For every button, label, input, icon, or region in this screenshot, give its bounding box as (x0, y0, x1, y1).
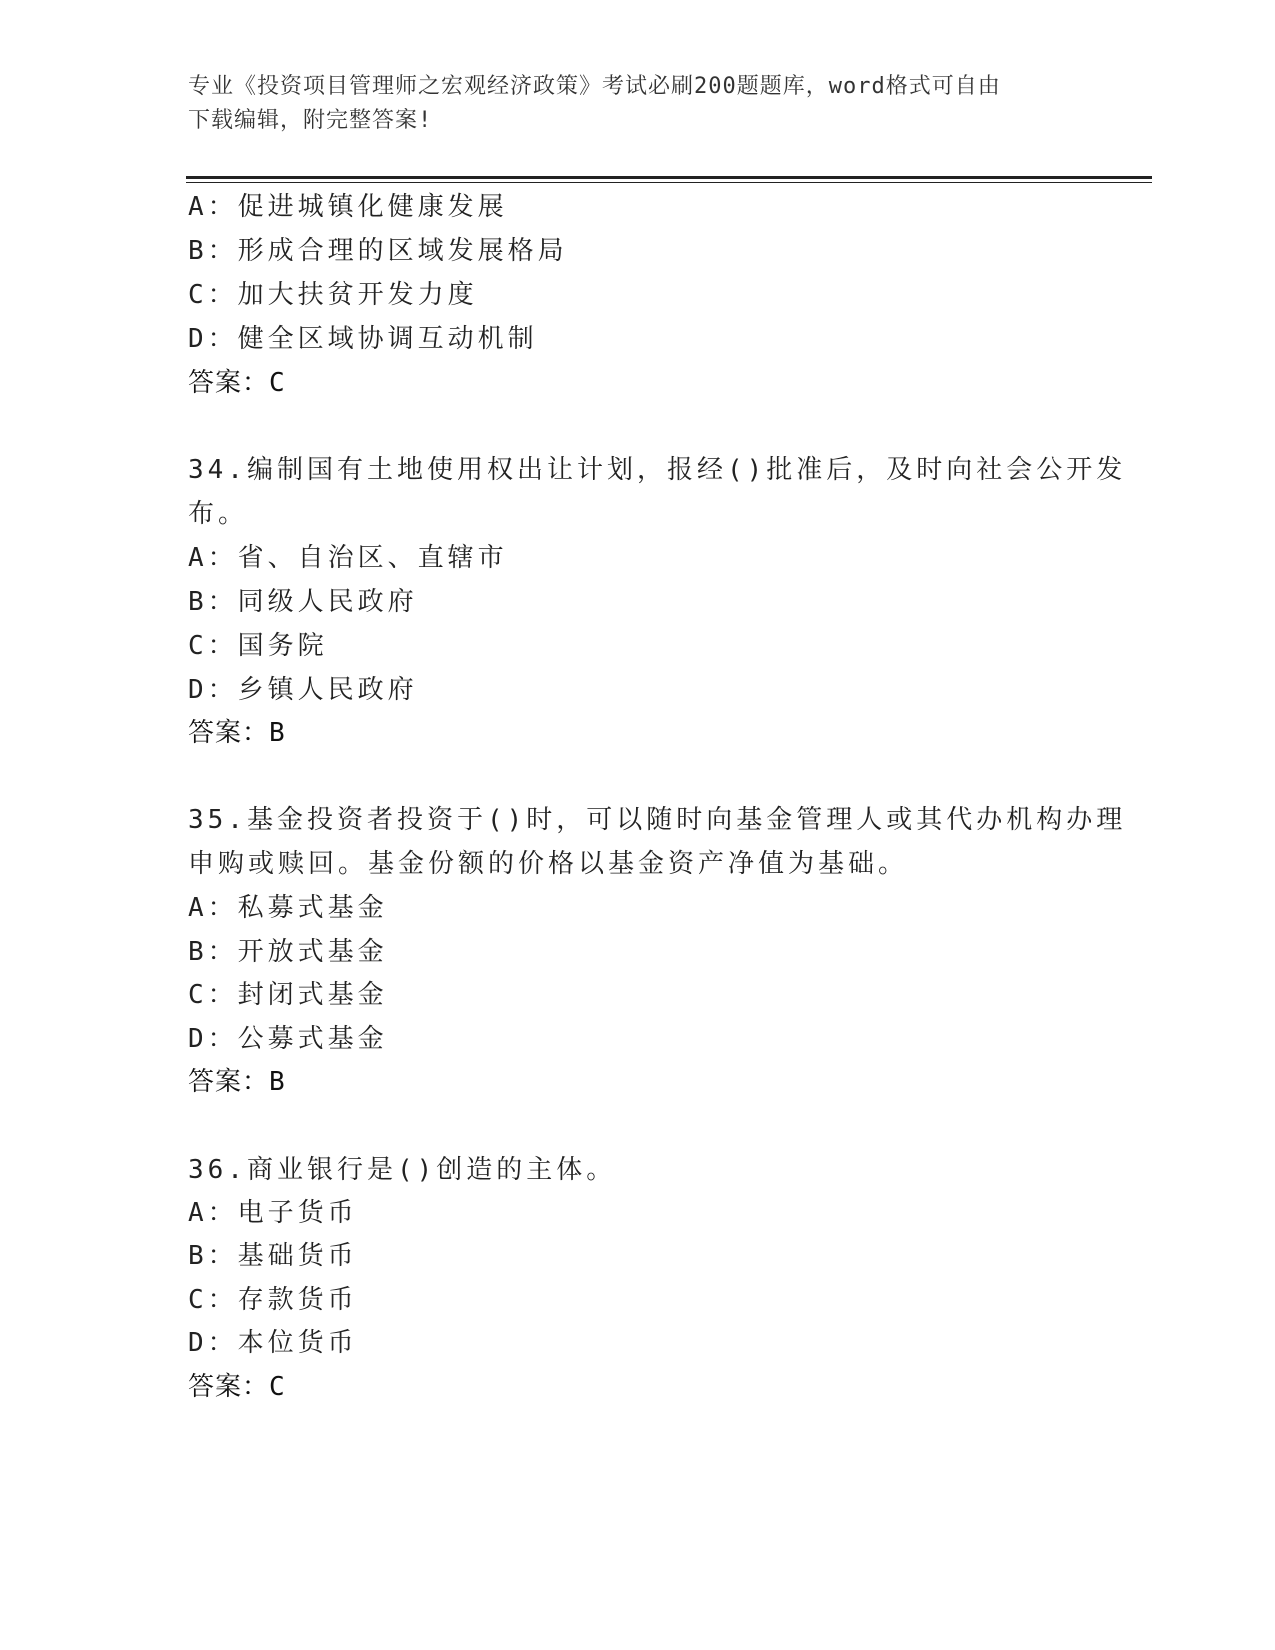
q35-stem-line-2: 申购或赎回。基金份额的价格以基金资产净值为基础。 (188, 849, 909, 879)
q33-option-b: B：形成合理的区域发展格局 (188, 236, 568, 266)
q34-answer (188, 716, 286, 750)
header-line-2: 下载编辑，附完整答案! (188, 108, 433, 133)
q35-option-c: C：封闭式基金 (188, 980, 388, 1010)
q36-answer (188, 1370, 286, 1404)
q35-answer-label: 答案： (188, 1067, 270, 1097)
q36-stem-line-1: 36.商业银行是()创造的主体。 (188, 1155, 617, 1185)
header-line-1: 专业《投资项目管理师之宏观经济政策》考试必刷200题题库，word格式可自由 (188, 74, 1001, 99)
q36-option-d: D：本位货币 (188, 1328, 358, 1358)
header-divider-thin (186, 182, 1152, 183)
q35-option-a: A：私募式基金 (188, 893, 388, 923)
q33-option-d: D：健全区域协调互动机制 (188, 324, 538, 354)
q33-answer-label: 答案： (188, 368, 270, 398)
q35-answer-value: B (269, 1067, 286, 1097)
q33-answer (188, 366, 286, 400)
q34-option-c: C：国务院 (188, 631, 328, 661)
q34-answer-value: B (269, 718, 286, 748)
q34-answer-label: 答案： (188, 718, 270, 748)
q34-option-b: B：同级人民政府 (188, 587, 418, 617)
q35-option-b: B：开放式基金 (188, 937, 388, 967)
q34-stem-line-1: 34.编制国有土地使用权出让计划，报经()批准后，及时向社会公开发 (188, 455, 1127, 485)
q36-option-c: C：存款货币 (188, 1285, 358, 1315)
q33-answer-value: C (269, 368, 286, 398)
q35-answer (188, 1065, 286, 1099)
q34-option-a: A：省、自治区、直辖市 (188, 543, 508, 573)
q33-option-c: C：加大扶贫开发力度 (188, 280, 478, 310)
q35-stem-line-1: 35.基金投资者投资于()时，可以随时向基金管理人或其代办机构办理 (188, 805, 1127, 835)
q34-option-d: D：乡镇人民政府 (188, 675, 418, 705)
q34-stem-line-2: 布。 (188, 499, 249, 529)
q33-option-a: A：促进城镇化健康发展 (188, 192, 508, 222)
q36-answer-value: C (269, 1372, 286, 1402)
document-header (188, 70, 1088, 138)
q36-answer-label: 答案： (188, 1372, 270, 1402)
header-divider-thick (186, 176, 1152, 179)
q36-option-b: B：基础货币 (188, 1241, 358, 1271)
q35-option-d: D：公募式基金 (188, 1024, 388, 1054)
q36-option-a: A：电子货币 (188, 1198, 358, 1228)
